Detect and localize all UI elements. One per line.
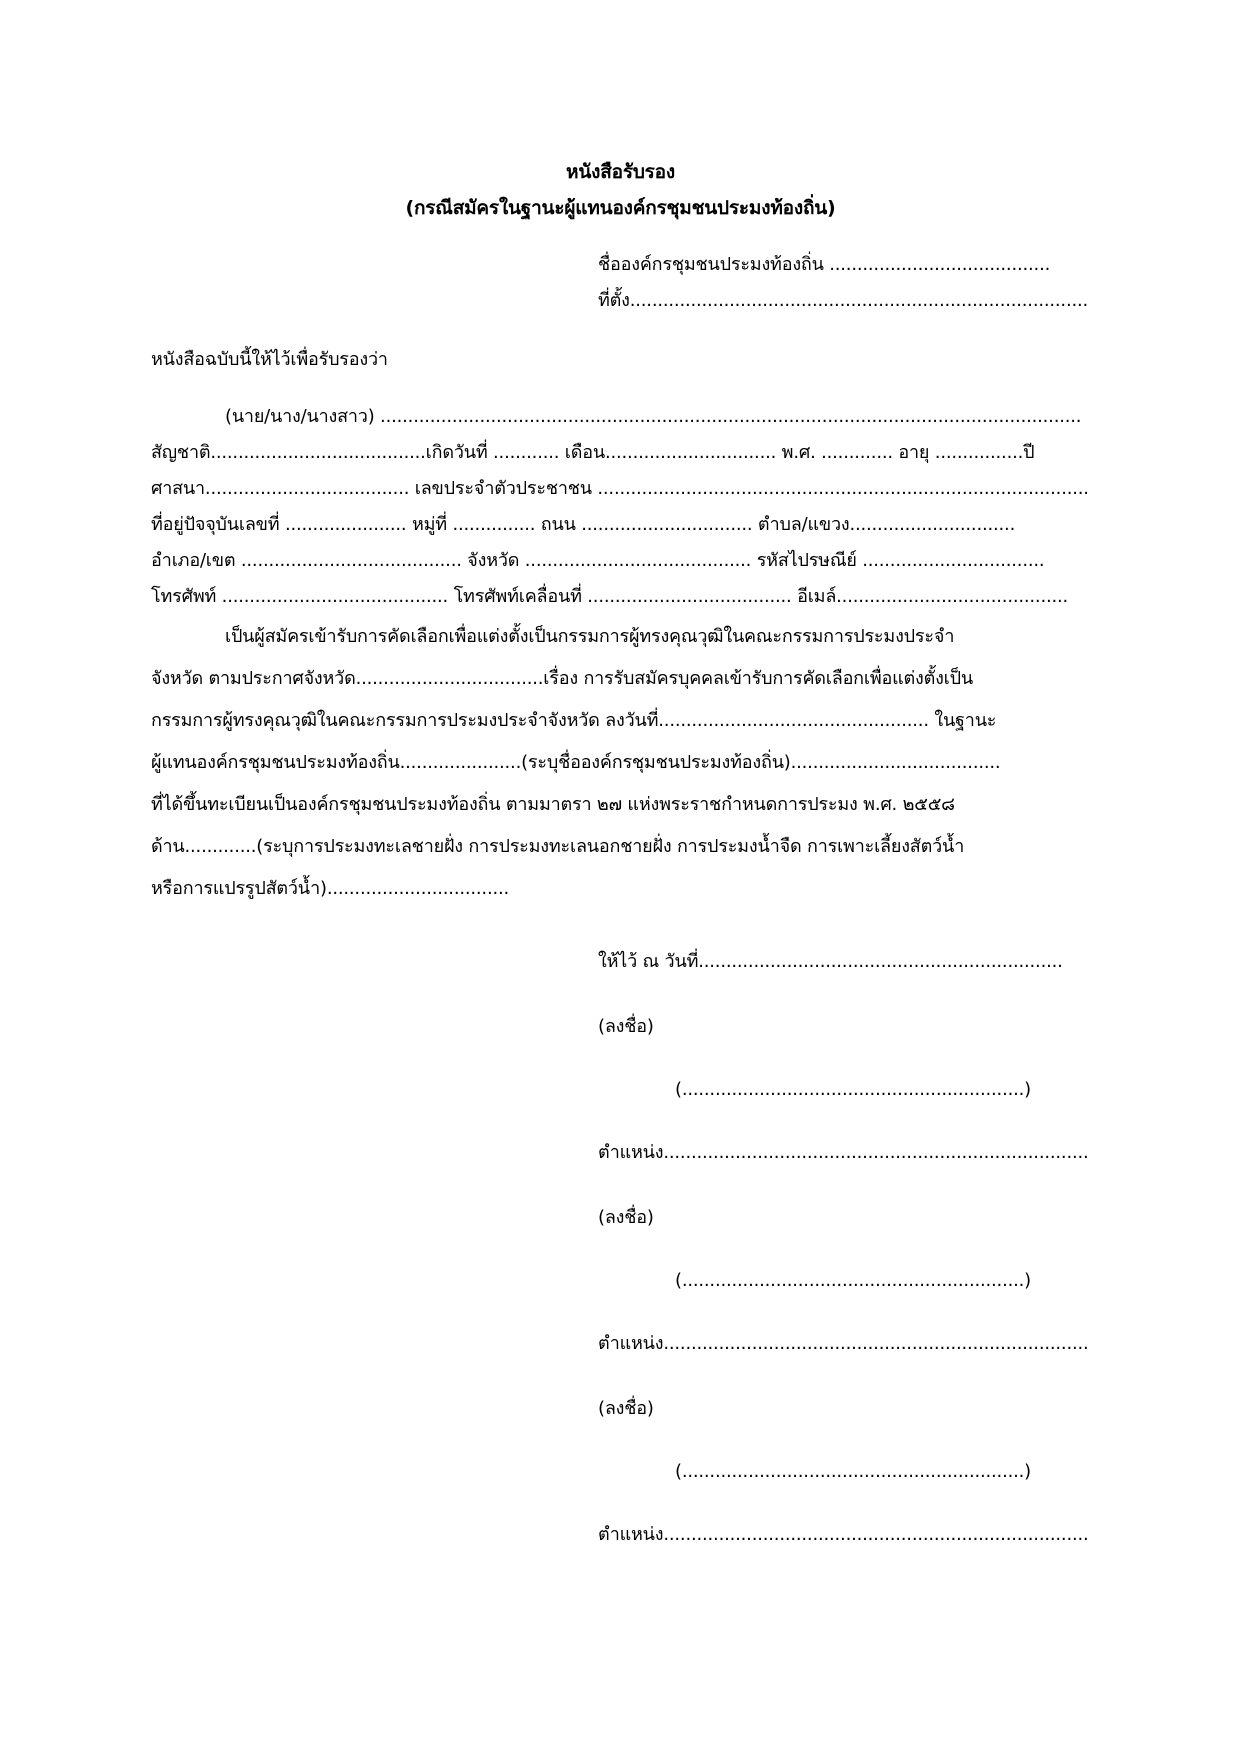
signer-name-line-3: (..............................................................) xyxy=(675,1461,1031,1482)
given-date-line: ให้ไว้ ณ วันที่.................................................................. xyxy=(598,951,1063,972)
person-field-district: อำเภอ/เขต ........................................ จังหวัด ......................................... รหัสไปรษณีย์ ................................. xyxy=(151,550,1045,571)
signer-name-line-1: (..............................................................) xyxy=(675,1079,1031,1100)
person-field-religion: ศาสนา..................................... เลขประจำตัวประชาชน ......................................................................................... xyxy=(151,478,1089,499)
statement-line: เป็นผู้สมัครเข้ารับการคัดเลือกเพื่อแต่งตั้งเป็นกรรมการผู้ทรงคุณวุฒิในคณะกรรมการประมงประจำ xyxy=(225,626,955,647)
statement-line: ผู้แทนองค์กรชุมชนประมงท้องถิ่น......................(ระบุชื่อองค์กรชุมชนประมงท้องถิ่น)...................................... xyxy=(151,752,1001,773)
statement-line: ที่ได้ขึ้นทะเบียนเป็นองค์กรชุมชนประมงท้องถิ่น ตามมาตรา ๒๗ แห่งพระราชกำหนดการประมง พ.ศ. ๒๕๕๘ xyxy=(151,794,955,815)
sign-label-3: (ลงชื่อ) xyxy=(598,1398,654,1419)
position-line-3: ตำแหน่ง............................................................................. xyxy=(598,1524,1089,1545)
org-address-line: ที่ตั้ง................................................................................... xyxy=(598,290,1089,311)
sign-label-2: (ลงชื่อ) xyxy=(598,1207,654,1228)
document-subtitle: (กรณีสมัครในฐานะผู้แทนองค์กรชุมชนประมงท้องถิ่น) xyxy=(405,197,836,219)
statement-line: ด้าน.............(ระบุการประมงทะเลชายฝั่ง การประมงทะเลนอกชายฝั่ง การประมงน้ำจืด การเพาะเลี้ยงสัตว์น้ำ xyxy=(151,836,965,857)
person-field-title: (นาย/นาง/นางสาว) ............................................................................................................................... xyxy=(225,406,1082,427)
person-field-address: ที่อยู่ปัจจุบันเลขที่ ...................... หมู่ที่ ............... ถนน ............................... ตำบล/แขวง.............................. xyxy=(151,514,1016,535)
org-name-line: ชื่อองค์กรชุมชนประมงท้องถิ่น ........................................ xyxy=(598,254,1051,275)
person-field-phone: โทรศัพท์ ......................................... โทรศัพท์เคลื่อนที่ ..................................... อีเมล์.......................................... xyxy=(151,586,1069,607)
sign-label-1: (ลงชื่อ) xyxy=(598,1016,654,1037)
statement-line: หรือการแปรรูปสัตว์น้ำ)................................. xyxy=(151,878,510,899)
person-field-nationality: สัญชาติ.......................................เกิดวันที่ ............ เดือน............................... พ.ศ. ............. อายุ ................ปี xyxy=(151,442,1035,463)
statement-line: กรรมการผู้ทรงคุณวุฒิในคณะกรรมการประมงประจำจังหวัด ลงวันที่................................................. ในฐานะ xyxy=(151,710,997,731)
signer-name-line-2: (..............................................................) xyxy=(675,1270,1031,1291)
statement-line: จังหวัด ตามประกาศจังหวัด..................................เรื่อง การรับสมัครบุคคลเข้ารับการคัดเลือกเพื่อแต่งตั้งเป็น xyxy=(151,668,973,689)
position-line-2: ตำแหน่ง............................................................................. xyxy=(598,1333,1089,1354)
document-title: หนังสือรับรอง xyxy=(566,161,675,183)
intro-text: หนังสือฉบับนี้ให้ไว้เพื่อรับรองว่า xyxy=(151,349,388,370)
position-line-1: ตำแหน่ง............................................................................. xyxy=(598,1142,1089,1163)
